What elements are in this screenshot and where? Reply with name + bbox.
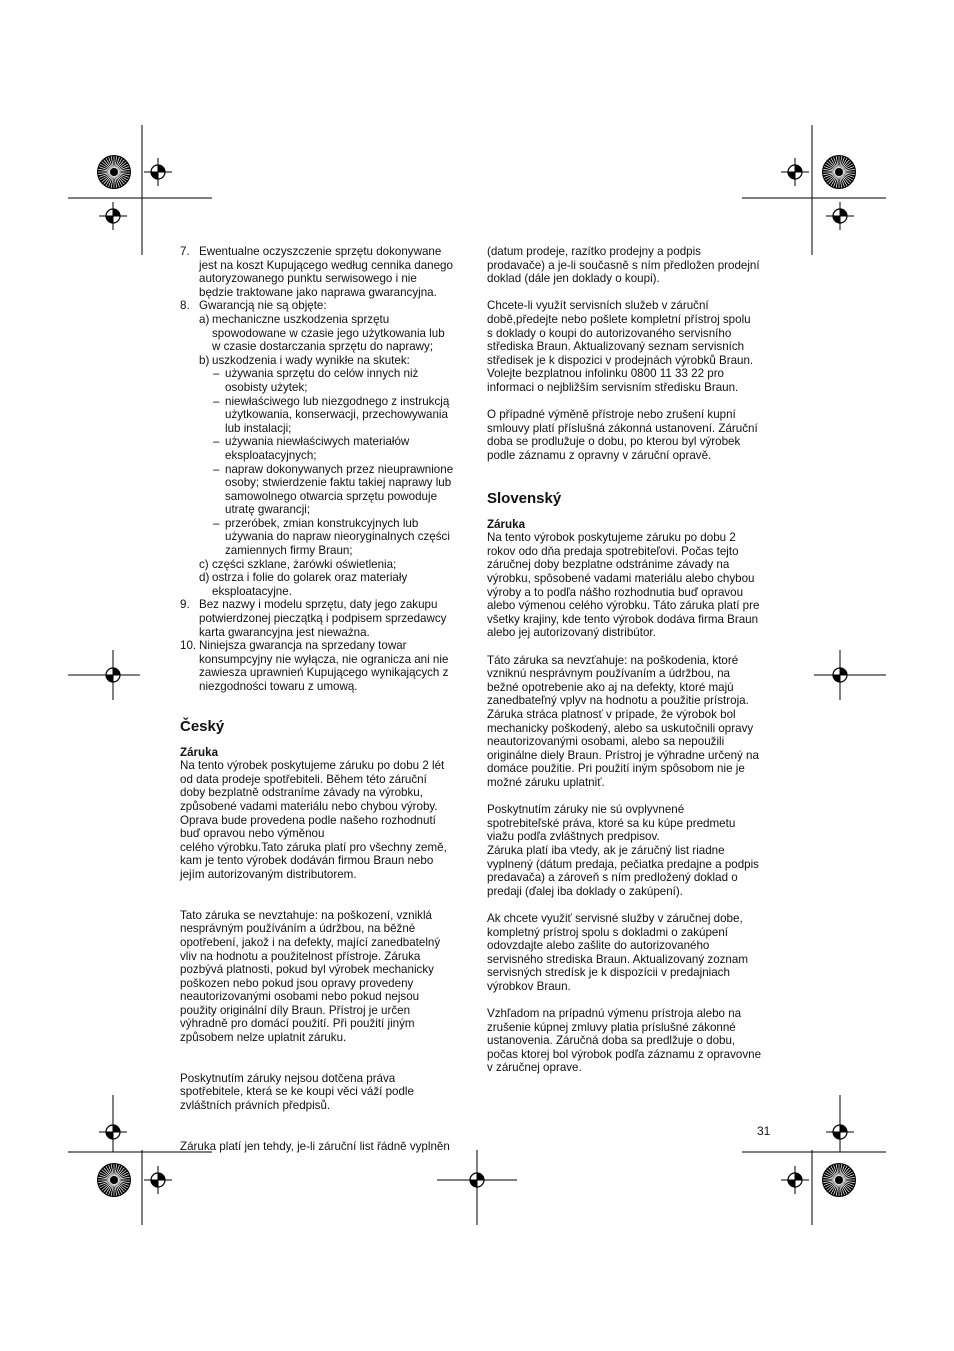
paragraph: Poskytnutím záruky nie sú ovplyvnené spotrebiteľské práva, ktoré sa ku kúpe predmetu viažu podľa zvláštnych predpisov. Záruka platí iba vtedy, ak je záručný list riadne vyplnený (dátum predaja, pečiatka predajne a podpis predavača) a zároveň s ním predložený doklad o predaji (ďalej iba doklady o zakúpení). — [487, 803, 759, 898]
star-center — [835, 1176, 843, 1184]
item-number: 7. — [180, 245, 190, 258]
dash-item — [180, 517, 470, 558]
subheading-zaruka: Záruka — [180, 745, 219, 759]
item-text: napraw dokonywanych przez nieuprawnione osoby; stwierdzenie faktu takiej naprawy lub samowolnego otwarcia sprzętu powoduje utratę gwarancji; — [225, 462, 454, 517]
section-heading-cesky: Český — [180, 717, 225, 735]
spacer — [487, 476, 777, 490]
paragraph: O případné výměně přístroje nebo zrušení kupní smlouvy platí příslušná zákonná ustanovení. Záruční doba se prodlužuje o dobu, po kterou byl výrobek podle záznamu z opravny v záruční opravě. — [487, 408, 758, 462]
paragraph: Záruka platí jen tehdy, je-li záruční list řádně vyplněn — [180, 1139, 450, 1153]
paragraph: Vzhľadom na prípadnú výmenu prístroja alebo na zrušenie kúpnej zmluvy platia príslušné zákonné ustanovenia. Záručná doba sa predlžuje o dobu, počas ktorej bol výrobok podľa záznamu z opravovne v záručnej oprave. — [487, 1007, 762, 1075]
item-text: używania niewłaściwych materiałów eksploatacyjnych; — [225, 435, 410, 462]
item-text: przeróbek, zmian konstrukcyjnych lub używania do napraw nieoryginalnych części zamiennych firmy Braun; — [225, 516, 450, 558]
paragraph: Tato záruka se nevztahuje: na poškození, vzniklá nesprávným používáním a údržbou, na běžné opotřebení, jakož i na defekty, mající zanedbatelný vliv na hodnotu a použitelnost přístroje. Záruka pozbývá platnosti, pokud byl výrobek mechanicky poškozen nebo pokud jsou opravy provedeny neautorizovanými osobami nebo pokud nejsou použity originální díly Braun. Přístroj je určen výhradně pro domácí použití. Při použití jiným způsobem nelze uplatnit záruku. — [180, 908, 441, 1045]
item-number: a) — [199, 312, 210, 326]
item-text: niewłaściwego lub niezgodnego z instrukcją użytkowania, konserwacji, przechowywania lub instalacji; — [225, 394, 450, 435]
paragraph: Táto záruka sa nevzťahuje: na poškodenia, ktoré vzniknú nesprávnym používaním a údržbou, na bežné opotrebenie ako aj na defekty, ktoré majú zanedbateľný vplyv na hodnotu a použitie prístroja. Záruka stráca platnosť v prípade, že výrobok bol mechanicky poškodený, alebo sa uskutočnili opravy neautorizovanými osobami, alebo sa nepoužili originálne diely Braun. Prístroj je výhradne určený na domáce použitie. Pri použití iným spôsobom nie je možné záruku uplatniť. — [487, 653, 759, 789]
section-heading-slovensky: Slovenský — [487, 489, 562, 507]
sub-item — [180, 558, 470, 572]
spacer — [180, 694, 470, 718]
paragraph: Na tento výrobek poskytujeme záruku po dobu 2 lét od data prodeje spotřebiteli. Během této záruční doby bezplatně odstraníme závady na výrobku, způsobené vadami materiálu nebo chybou výroby. Oprava bude provedena podle našeho rozhodnutí buď opravou nebo výměnou celého výrobku.Tato záruka platí pro všechny země, kam je tento výrobek dodáván firmou Braun nebo jejím autorizovaným distributorem. — [180, 759, 447, 881]
item-text: Gwarancją nie są objęte: — [199, 299, 327, 313]
sub-item — [180, 313, 470, 354]
item-text: Bez nazwy i modelu sprzętu, daty jego zakupu potwierdzonej pieczątką i podpisem sprzedawcy karta gwarancyjna jest nieważna. — [199, 598, 447, 639]
item-text: Ewentualne oczyszczenie sprzętu dokonywane jest na koszt Kupującego według cennika danego autoryzowanego punktu serwisowego i nie będzie traktowane jako naprawa gwarancyjna. — [199, 245, 453, 299]
item-number: 10. — [180, 639, 197, 653]
item-number: b) — [199, 353, 210, 367]
item-number: – — [213, 435, 220, 449]
star-center — [835, 168, 843, 176]
paragraph: Chcete-li využít servisních služeb v záruční době,předejte nebo pošlete kompletní přístroj spolu s doklady o koupi do autorizovaného servisního střediska Braun. Aktualizovaný seznam servisních středisek je k dispozici v prodejnách výrobků Braun. Volejte bezplatnou infolinku 0800 11 33 22 pro informaci o nejbližším servisním středisku Braun. — [487, 299, 754, 394]
list-item — [180, 299, 470, 313]
item-text: Niniejsza gwarancja na sprzedany towar konsumpcyjny nie wyłącza, nie ogranicza ani nie zawiesza uprawnień Kupującego wynikających z niezgodności towaru z umową. — [199, 639, 449, 693]
paragraph: (datum prodeje, razítko prodejny a podpis prodavače) a je-li současně s ním předložen prodejní doklad (dále jen doklady o koupi). — [487, 245, 760, 286]
left-column — [180, 245, 470, 1167]
paragraph: Ak chcete využiť servisné služby v záručnej dobe, kompletný prístroj spolu s dokladmi o zakúpení odovzdajte alebo zašlite do autorizovaného servisného strediska Braun. Aktualizovaný zoznam servisných stredísk je k dispozícii v predajniach výrobkov Braun. — [487, 911, 748, 993]
list-item — [180, 639, 470, 693]
item-text: używania sprzętu do celów innych niż osobisty użytek; — [225, 367, 419, 394]
dash-item — [180, 395, 470, 436]
item-text: uszkodzenia i wady wynikłe na skutek: — [212, 353, 410, 367]
right-column — [487, 245, 777, 1089]
sub-item — [180, 354, 470, 368]
star-center — [110, 168, 118, 176]
item-number: – — [213, 367, 220, 381]
item-number: 9. — [180, 598, 190, 612]
list-item — [180, 598, 470, 639]
spacer — [180, 1126, 470, 1140]
item-number: – — [213, 394, 220, 408]
paragraph: Poskytnutím záruky nejsou dotčena práva spotřebitele, která se ke koupi věci váží podle zvláštních právních předpisů. — [180, 1071, 414, 1113]
spacer — [180, 1058, 470, 1072]
item-number: – — [213, 516, 220, 530]
subheading-zaruka: Záruka — [487, 517, 526, 531]
dash-item — [180, 463, 470, 517]
sub-item — [180, 571, 470, 598]
item-number: c) — [199, 557, 209, 571]
item-text: ostrza i folie do golarek oraz materiały eksploatacyjne. — [212, 571, 408, 598]
item-text: mechaniczne uszkodzenia sprzętu spowodowane w czasie jego użytkowania lub w czasie dostarczania sprzętu do naprawy; — [212, 312, 445, 354]
spacer — [180, 895, 470, 909]
paragraph: Na tento výrobok poskytujeme záruku po dobu 2 rokov odo dňa predaja spotrebiteľovi. Počas tejto záručnej doby bezplatne odstránime závady na výrobku, spôsobené vadami materiálu alebo chybou výroby a to podľa nášho rozhodnutia buď opravou alebo výmenou celého výrobku. Táto záruka platí pre všetky krajiny, kde tento výrobok dodáva firma Braun alebo jej autorizovaný distribútor. — [487, 531, 760, 640]
item-number: – — [213, 462, 220, 476]
item-number: 8. — [180, 299, 190, 313]
dash-item — [180, 435, 470, 462]
dash-item — [180, 367, 470, 394]
page-number: 31 — [757, 1124, 771, 1138]
item-number: d) — [199, 571, 210, 585]
star-center — [110, 1176, 118, 1184]
list-item — [180, 245, 470, 299]
item-text: części szklane, żarówki oświetlenia; — [212, 557, 397, 571]
